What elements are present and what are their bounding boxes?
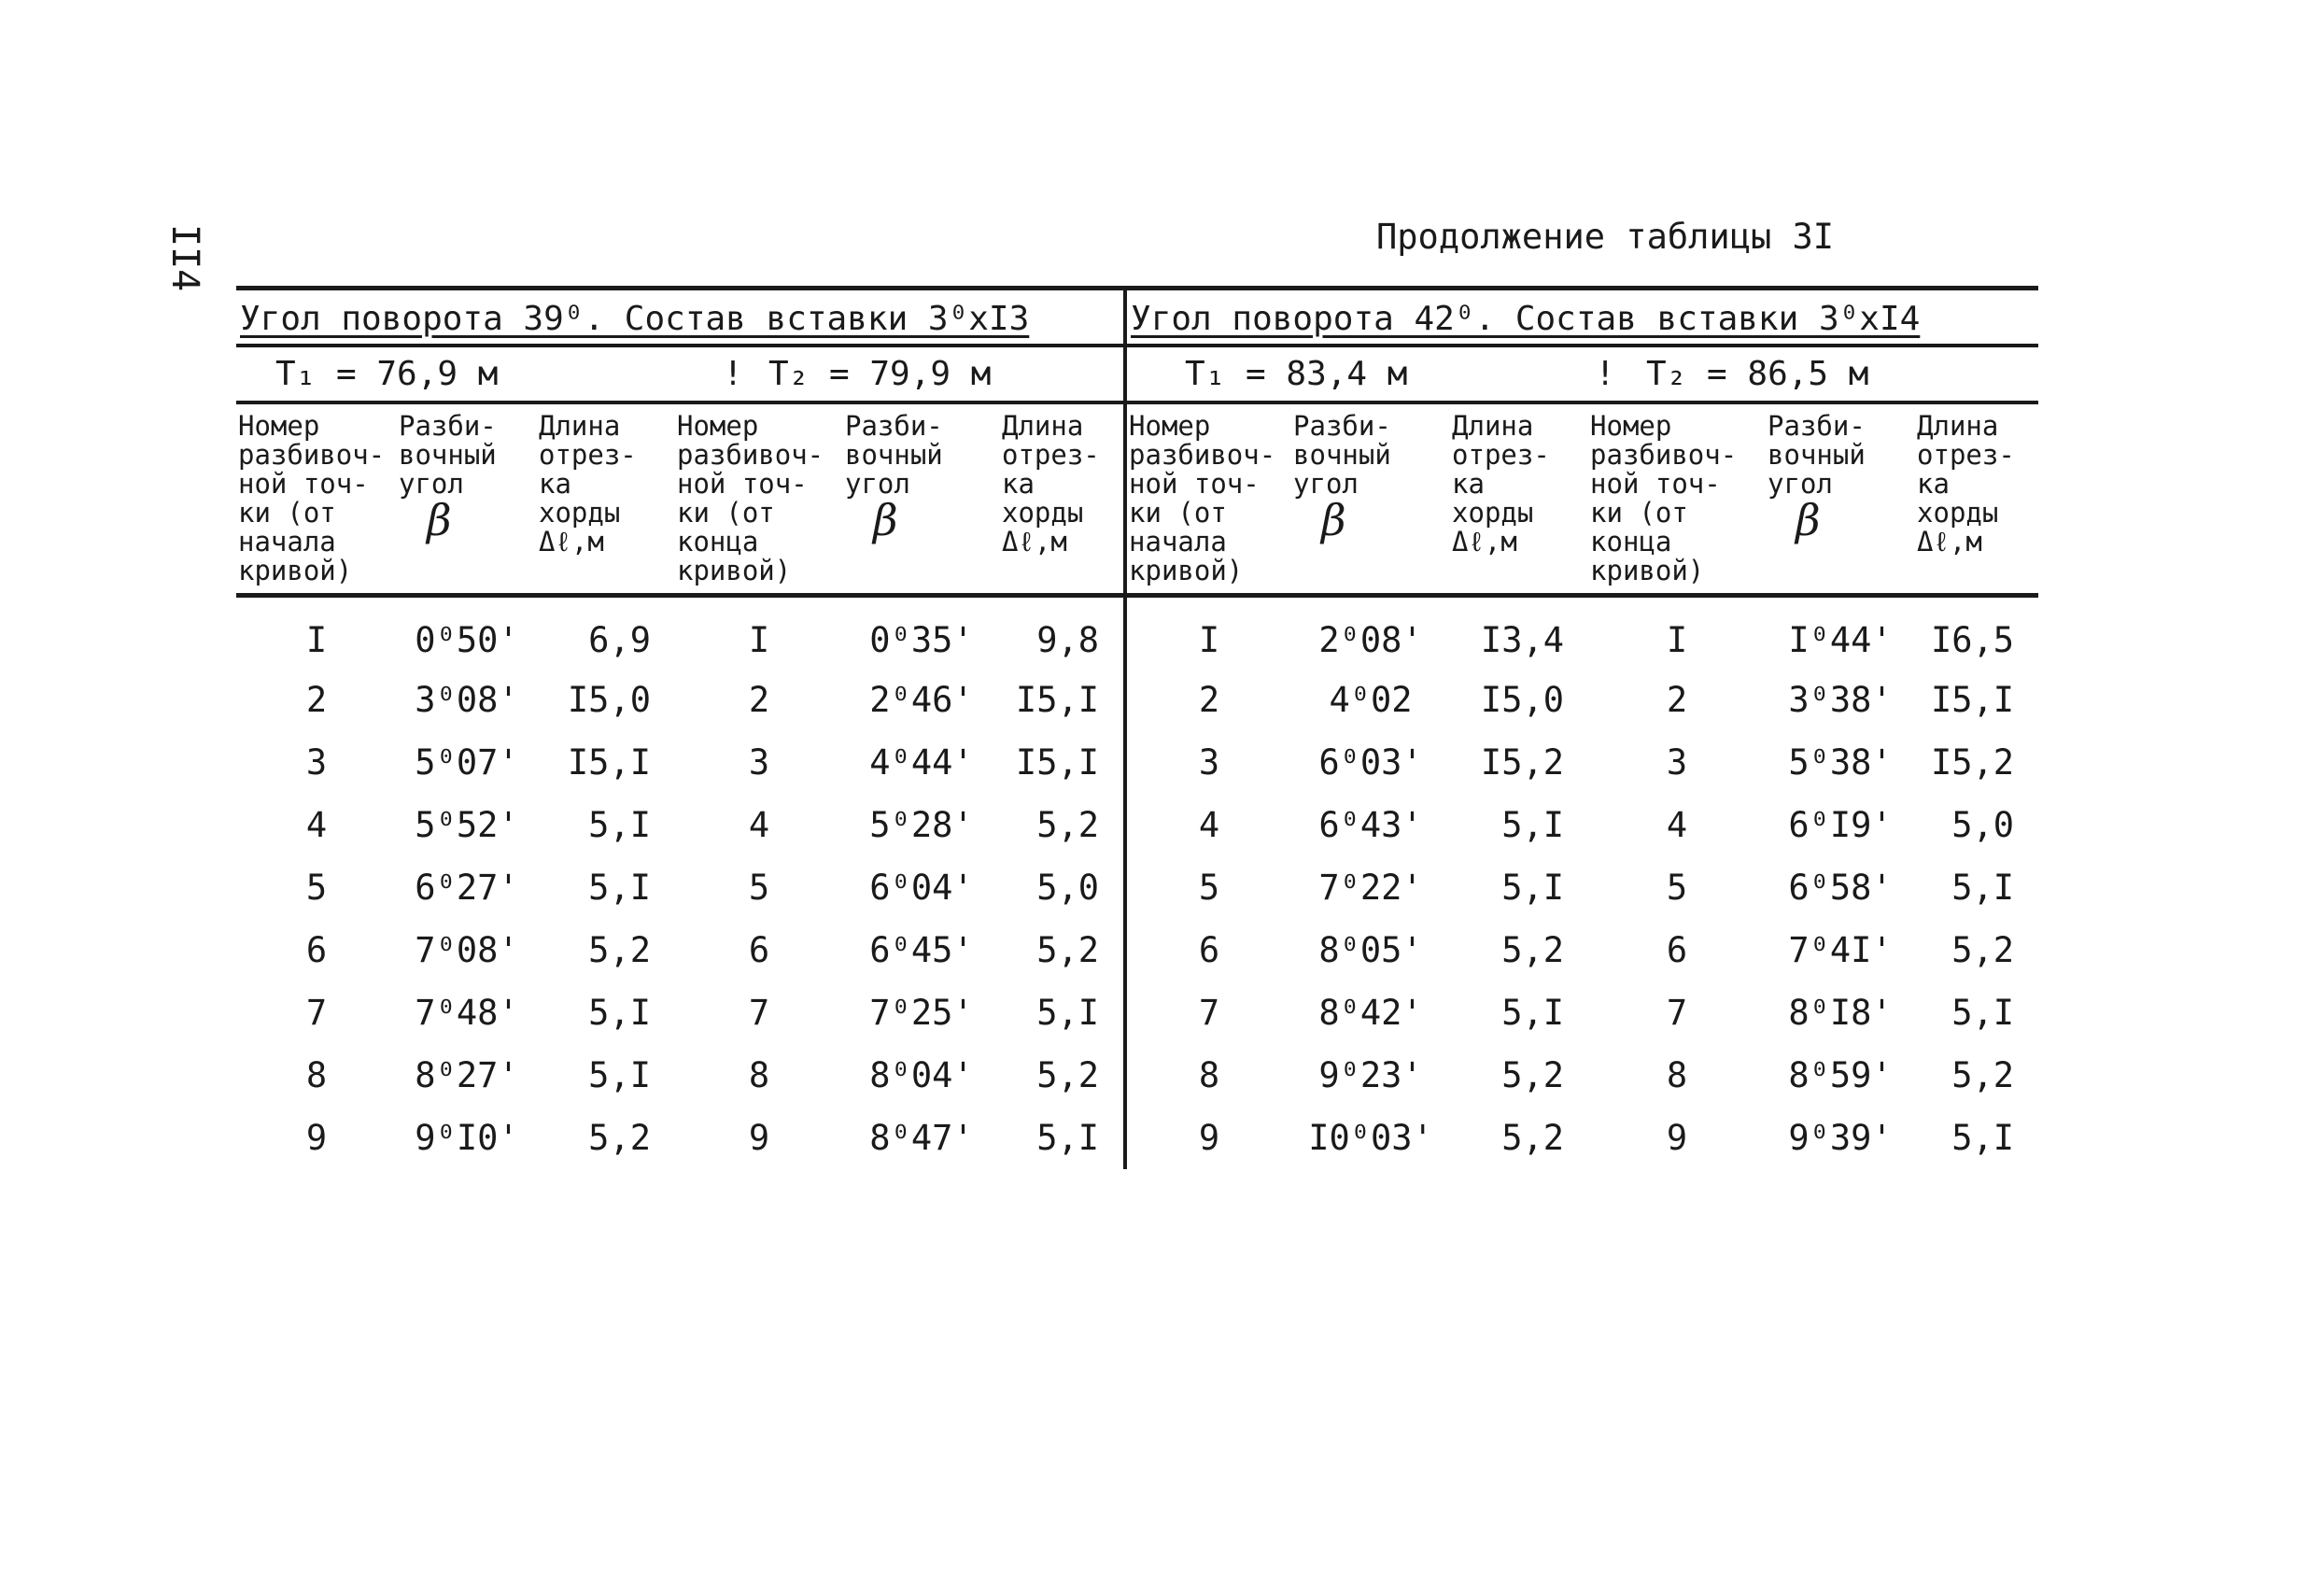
column_headers.chord-line: Δℓ,м: [1002, 526, 1067, 558]
section-title-39: Угол поворота 39⁰. Состав вставки 3⁰хI3: [236, 289, 1125, 346]
angle-cell: 3⁰08': [415, 680, 519, 720]
tangent-t1-39: T₁ = 76,9 м: [275, 355, 499, 393]
chord-length-cell: 5,2: [1036, 805, 1100, 845]
table-row: [236, 731, 2038, 794]
data-table: [236, 286, 2038, 1169]
table-row: [236, 1044, 2038, 1107]
angle-cell: 8⁰59': [1788, 1055, 1893, 1095]
chord-length-cell: 5,2: [1951, 1055, 2015, 1095]
point-number-cell: 8: [1666, 1055, 1688, 1095]
chord-length-cell: 5,I: [1501, 993, 1565, 1033]
point-number-cell: 9: [748, 1118, 770, 1158]
point-number-cell: 6: [748, 930, 770, 970]
point-number-cell: 5: [1666, 868, 1688, 908]
angle-cell: 5⁰38': [1788, 742, 1893, 783]
point-number-cell: 4: [305, 805, 328, 845]
column_headers.chord-line: отрез-: [1917, 439, 2015, 471]
page-number: II4: [163, 224, 206, 292]
column_headers.angle-line: Разби-: [1768, 410, 1866, 442]
angle-cell: 7⁰22': [1318, 868, 1423, 908]
angle-cell: 8⁰42': [1318, 993, 1423, 1033]
chord-length-cell: I5,2: [1930, 742, 2015, 783]
point-number-cell: 9: [305, 1118, 328, 1158]
column_headers.point_from_start-line: разбивоч-: [1129, 439, 1276, 471]
table-row: [236, 856, 2038, 919]
column_headers.point_from_end-line: кривой): [677, 555, 792, 586]
chord-length-cell: 5,I: [1501, 868, 1565, 908]
angle-cell: 6⁰03': [1318, 742, 1423, 783]
angle-cell: 6⁰04': [869, 868, 974, 908]
column_headers.point_from_end-line: конца: [677, 526, 759, 558]
column_headers.chord-line: Длина: [539, 410, 621, 442]
point-number-cell: 6: [1666, 930, 1688, 970]
chord-length-cell: I5,I: [567, 742, 651, 783]
point-number-cell: 8: [1125, 1044, 1291, 1107]
column_headers.point_from_start-line: Номер: [238, 410, 320, 442]
column_headers.chord-line: отрез-: [539, 439, 637, 471]
angle-cell: 8⁰27': [415, 1055, 519, 1095]
beta-symbol: β: [873, 495, 898, 545]
column_headers.point_from_end-line: разбивоч-: [1590, 439, 1738, 471]
header-chord-length: [1450, 402, 1588, 596]
column_headers.point_from_end-line: ки (от: [1590, 497, 1688, 529]
column_headers.angle-line: угол: [1768, 468, 1833, 500]
table-row: [236, 919, 2038, 981]
angle-cell: 6⁰45': [869, 930, 974, 970]
column_headers.chord-line: ка: [1002, 468, 1035, 500]
angle-cell: 7⁰08': [415, 930, 519, 970]
chord-length-cell: 5,2: [1036, 1055, 1100, 1095]
column_headers.chord-line: отрез-: [1452, 439, 1550, 471]
angle-cell: 6⁰43': [1318, 805, 1423, 845]
header-chord-length: [537, 402, 675, 596]
column_headers.chord-line: Δℓ,м: [1452, 526, 1517, 558]
chord-length-cell: 5,2: [588, 1118, 651, 1158]
point-number-cell: 7: [305, 993, 328, 1033]
point-number-cell: 4: [748, 805, 770, 845]
point-number-cell: I: [1125, 596, 1291, 670]
column_headers.angle-line: Разби-: [399, 410, 497, 442]
angle-cell: 8⁰04': [869, 1055, 974, 1095]
column_headers.point_from_start-line: начала: [238, 526, 336, 558]
angle-cell: 6⁰58': [1788, 868, 1893, 908]
chord-length-cell: 5,I: [1501, 805, 1565, 845]
column_headers.point_from_end-line: ной точ-: [677, 468, 808, 500]
point-number-cell: 5: [305, 868, 328, 908]
point-number-cell: I: [305, 619, 328, 660]
chord-length-cell: 6,9: [588, 619, 651, 660]
column_headers.point_from_start-line: начала: [1129, 526, 1227, 558]
point-number-cell: 7: [748, 993, 770, 1033]
tangent-row-39: T₁ = 76,9 м ! T₂ = 79,9 м: [236, 346, 1125, 402]
chord-length-cell: 5,I: [588, 993, 651, 1033]
angle-cell: 0⁰50': [415, 619, 519, 660]
point-number-cell: 4: [1125, 794, 1291, 856]
column_headers.angle-line: Разби-: [1293, 410, 1391, 442]
column_headers.angle-line: вочный: [1293, 439, 1391, 471]
point-number-cell: 5: [748, 868, 770, 908]
column_headers.chord-line: Δℓ,м: [539, 526, 604, 558]
chord-length-cell: 5,I: [1951, 868, 2015, 908]
column_headers.point_from_end-line: ки (от: [677, 497, 775, 529]
header-angle: [397, 402, 537, 596]
column_headers.angle-line: угол: [845, 468, 910, 500]
column_headers.chord-line: Δℓ,м: [1917, 526, 1982, 558]
header-angle: [1766, 402, 1915, 596]
column_headers.point_from_end-line: Номер: [677, 410, 759, 442]
column_headers.chord-line: Длина: [1917, 410, 1999, 442]
angle-cell: 7⁰48': [415, 993, 519, 1033]
table-row: [236, 981, 2038, 1044]
table-row: [236, 669, 2038, 731]
chord-length-cell: I5,I: [1015, 680, 1100, 720]
point-number-cell: 3: [1666, 742, 1688, 783]
point-number-cell: 2: [1666, 680, 1688, 720]
chord-length-cell: 9,8: [1036, 619, 1100, 660]
column_headers.angle-line: Разби-: [845, 410, 943, 442]
header-angle: [843, 402, 1000, 596]
chord-length-cell: 5,I: [1951, 1118, 2015, 1158]
column_headers.chord-line: ка: [1452, 468, 1485, 500]
angle-cell: 4⁰02: [1329, 680, 1413, 720]
column_headers.point_from_start-line: ной точ-: [1129, 468, 1260, 500]
chord-length-cell: I5,0: [1480, 680, 1565, 720]
point-number-cell: 6: [1125, 919, 1291, 981]
header-point-number: [675, 402, 843, 596]
column_headers.chord-line: хорды: [1452, 497, 1534, 529]
table-row: [236, 794, 2038, 856]
chord-length-cell: 5,2: [1501, 930, 1565, 970]
chord-length-cell: 5,2: [1501, 1118, 1565, 1158]
column_headers.angle-line: вочный: [399, 439, 497, 471]
angle-cell: 7⁰25': [869, 993, 974, 1033]
chord-length-cell: 5,I: [1036, 993, 1100, 1033]
column_headers.chord-line: хорды: [1917, 497, 1999, 529]
chord-length-cell: 5,2: [1501, 1055, 1565, 1095]
angle-cell: 9⁰23': [1318, 1055, 1423, 1095]
angle-cell: 9⁰I0': [415, 1118, 519, 1158]
chord-length-cell: I5,I: [1930, 680, 2015, 720]
point-number-cell: 7: [1666, 993, 1688, 1033]
column_headers.point_from_end-line: разбивоч-: [677, 439, 824, 471]
header-point-number: [1588, 402, 1766, 596]
table-row: [236, 596, 2038, 670]
chord-length-cell: I3,4: [1480, 619, 1565, 660]
chord-length-cell: 5,0: [1036, 868, 1100, 908]
column_headers.angle-line: угол: [399, 468, 464, 500]
column_headers.point_from_end-line: кривой): [1590, 555, 1705, 586]
chord-length-cell: 5,I: [588, 1055, 651, 1095]
column_headers.point_from_start-line: ки (от: [238, 497, 336, 529]
column_headers.chord-line: отрез-: [1002, 439, 1100, 471]
column_headers.chord-line: ка: [1917, 468, 1950, 500]
beta-symbol: β: [1321, 495, 1346, 545]
angle-cell: 4⁰44': [869, 742, 974, 783]
angle-cell: 6⁰27': [415, 868, 519, 908]
point-number-cell: 3: [1125, 731, 1291, 794]
angle-cell: 2⁰46': [869, 680, 974, 720]
point-number-cell: 6: [305, 930, 328, 970]
angle-cell: 8⁰47': [869, 1118, 974, 1158]
angle-cell: 5⁰28': [869, 805, 974, 845]
chord-length-cell: I6,5: [1930, 619, 2015, 660]
angle-cell: 5⁰52': [415, 805, 519, 845]
section-title-42: Угол поворота 42⁰. Состав вставки 3⁰хI4: [1125, 289, 2038, 346]
column_headers.angle-line: угол: [1293, 468, 1359, 500]
tangent-t1-42: T₁ = 83,4 м: [1185, 355, 1408, 393]
chord-length-cell: 5,2: [1951, 930, 2015, 970]
table-caption: Продолжение таблицы 3I: [1376, 217, 1835, 257]
angle-cell: 8⁰I8': [1788, 993, 1893, 1033]
chord-length-cell: I5,0: [567, 680, 651, 720]
chord-length-cell: 5,2: [1036, 930, 1100, 970]
column_headers.angle-line: вочный: [845, 439, 943, 471]
point-number-cell: 8: [305, 1055, 328, 1095]
chord-length-cell: 5,0: [1951, 805, 2015, 845]
header-chord-length: [1915, 402, 2038, 596]
angle-cell: 6⁰I9': [1788, 805, 1893, 845]
column_headers.point_from_start-line: кривой): [1129, 555, 1244, 586]
angle-cell: I0⁰03': [1308, 1118, 1433, 1158]
header-point-number: [236, 402, 397, 596]
header-point-number: [1125, 402, 1291, 596]
point-number-cell: 8: [748, 1055, 770, 1095]
column_headers.point_from_end-line: Номер: [1590, 410, 1672, 442]
angle-cell: 3⁰38': [1788, 680, 1893, 720]
column_headers.point_from_end-line: ной точ-: [1590, 468, 1721, 500]
column_headers.chord-line: хорды: [539, 497, 621, 529]
point-number-cell: 4: [1666, 805, 1688, 845]
column_headers.chord-line: хорды: [1002, 497, 1084, 529]
chord-length-cell: I5,I: [1015, 742, 1100, 783]
column_headers.angle-line: вочный: [1768, 439, 1866, 471]
point-number-cell: I: [1666, 619, 1688, 660]
column_headers.point_from_start-line: Номер: [1129, 410, 1211, 442]
column_headers.chord-line: Длина: [1452, 410, 1534, 442]
angle-cell: 9⁰39': [1788, 1118, 1893, 1158]
column_headers.point_from_start-line: кривой): [238, 555, 353, 586]
point-number-cell: 3: [305, 742, 328, 783]
point-number-cell: 5: [1125, 856, 1291, 919]
column_headers.chord-line: Длина: [1002, 410, 1084, 442]
header-chord-length: [1000, 402, 1125, 596]
beta-symbol: β: [427, 495, 452, 545]
column_headers.point_from_end-line: конца: [1590, 526, 1672, 558]
table-row: [236, 1107, 2038, 1169]
point-number-cell: I: [748, 619, 770, 660]
angle-cell: 7⁰4I': [1788, 930, 1893, 970]
angle-cell: 0⁰35': [869, 619, 974, 660]
angle-cell: 2⁰08': [1318, 619, 1423, 660]
point-number-cell: 2: [305, 680, 328, 720]
point-number-cell: 9: [1125, 1107, 1291, 1169]
tangent-t2-39: T₂ = 79,9 м: [768, 355, 992, 393]
point-number-cell: 3: [748, 742, 770, 783]
chord-length-cell: 5,I: [1951, 993, 2015, 1033]
angle-cell: 5⁰07': [415, 742, 519, 783]
angle-cell: I⁰44': [1788, 619, 1893, 660]
beta-symbol: β: [1796, 495, 1821, 545]
tangent-row-42: T₁ = 83,4 м ! T₂ = 86,5 м: [1125, 346, 2038, 402]
chord-length-cell: 5,I: [588, 868, 651, 908]
point-number-cell: 7: [1125, 981, 1291, 1044]
point-number-cell: 9: [1666, 1118, 1688, 1158]
chord-length-cell: 5,I: [588, 805, 651, 845]
column_headers.point_from_start-line: разбивоч-: [238, 439, 386, 471]
point-number-cell: 2: [1125, 669, 1291, 731]
column_headers.point_from_start-line: ки (от: [1129, 497, 1227, 529]
column_headers.chord-line: ка: [539, 468, 571, 500]
chord-length-cell: 5,I: [1036, 1118, 1100, 1158]
column_headers.point_from_start-line: ной точ-: [238, 468, 369, 500]
stakeout-table: [236, 286, 2038, 1169]
angle-cell: 8⁰05': [1318, 930, 1423, 970]
chord-length-cell: 5,2: [588, 930, 651, 970]
point-number-cell: 2: [748, 680, 770, 720]
header-angle: [1291, 402, 1450, 596]
tangent-t2-42: T₂ = 86,5 м: [1646, 355, 1869, 393]
chord-length-cell: I5,2: [1480, 742, 1565, 783]
